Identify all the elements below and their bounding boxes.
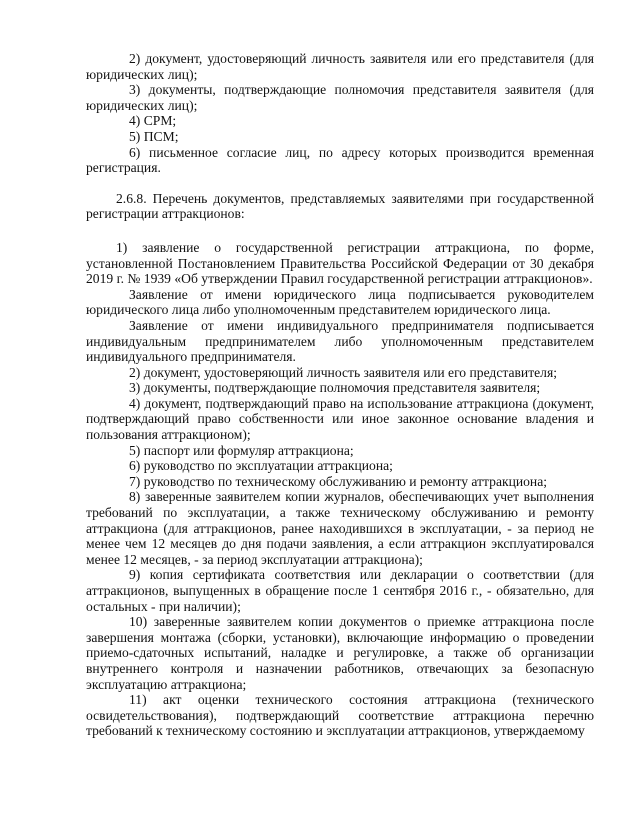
paragraph: 8) заверенные заявителем копии журналов, обеспечивающих учет выполнения требований по эксплуатации, а также техническому обслуживанию и ремонту аттракциона (для аттракционов, ранее находившихся в эксплуатации, - за период не менее чем 12 месяцев до дня подачи заявления, а если аттракцион эксплуатировался менее 12 месяцев, - за период эксплуатации аттракциона); [86, 489, 594, 567]
paragraph: 7) руководство по техническому обслуживанию и ремонту аттракциона; [129, 473, 548, 489]
paragraph: 2) документ, удостоверяющий личность заявителя или его представителя (для юридических лиц); [86, 51, 594, 82]
paragraph: 10) заверенные заявителем копии документов о приемке аттракциона после завершения монтажа (сборки, установки), включающие информацию о проведении приемо-сдаточных испытаний, наладке и регулировке, а также об организации внутреннего контроля и назначении работников, отвечающих за безопасную эксплуатацию аттракциона; [86, 614, 594, 692]
paragraph: 6) письменное согласие лиц, по адресу которых производится временная регистрация. [86, 144, 594, 176]
paragraph: 4) СРМ; [129, 113, 177, 129]
paragraph: 2) документ, удостоверяющий личность заявителя или его представителя; [129, 364, 557, 380]
paragraph: 3) документы, подтверждающие полномочия представителя заявителя (для юридических лиц); [86, 82, 594, 113]
section-heading: 2.6.8. Перечень документов, представляемых заявителями при государственной регистрации аттракционов: [86, 190, 594, 222]
paragraph: Заявление от имени индивидуального предпринимателя подписывается индивидуальным предпринимателем либо уполномоченным представителем индивидуального предпринимателя. [86, 317, 594, 365]
paragraph: 6) руководство по эксплуатации аттракциона; [129, 458, 393, 474]
paragraph: 3) документы, подтверждающие полномочия представителя заявителя; [129, 380, 541, 396]
paragraph: Заявление от имени юридического лица подписывается руководителем юридического лица либо уполномоченным представителем юридического лица. [86, 286, 594, 318]
paragraph: 4) документ, подтверждающий право на использование аттракциона (документ, подтверждающий право собственности или иное законное основание владения и пользования аттракционом); [86, 395, 594, 443]
paragraph: 11) акт оценки технического состояния аттракциона (технического освидетельствования), подтверждающий соответствие аттракциона перечню требований к техническому состоянию и эксплуатации аттракционов, утверждаемому [86, 692, 594, 739]
paragraph: 9) копия сертификата соответствия или декларации о соответствии (для аттракционов, выпущенных в обращение после 1 сентября 2016 г., - обязательно, для остальных - при наличии); [86, 567, 594, 614]
paragraph: 1) заявление о государственной регистрации аттракциона, по форме, установленной Постановлением Правительства Российской Федерации от 30 декабря 2019 г. № 1939 «Об утверждении Правил государственной регистрации аттракционов». [86, 239, 594, 287]
paragraph: 5) паспорт или формуляр аттракциона; [129, 442, 354, 458]
paragraph: 5) ПСМ; [129, 128, 179, 144]
